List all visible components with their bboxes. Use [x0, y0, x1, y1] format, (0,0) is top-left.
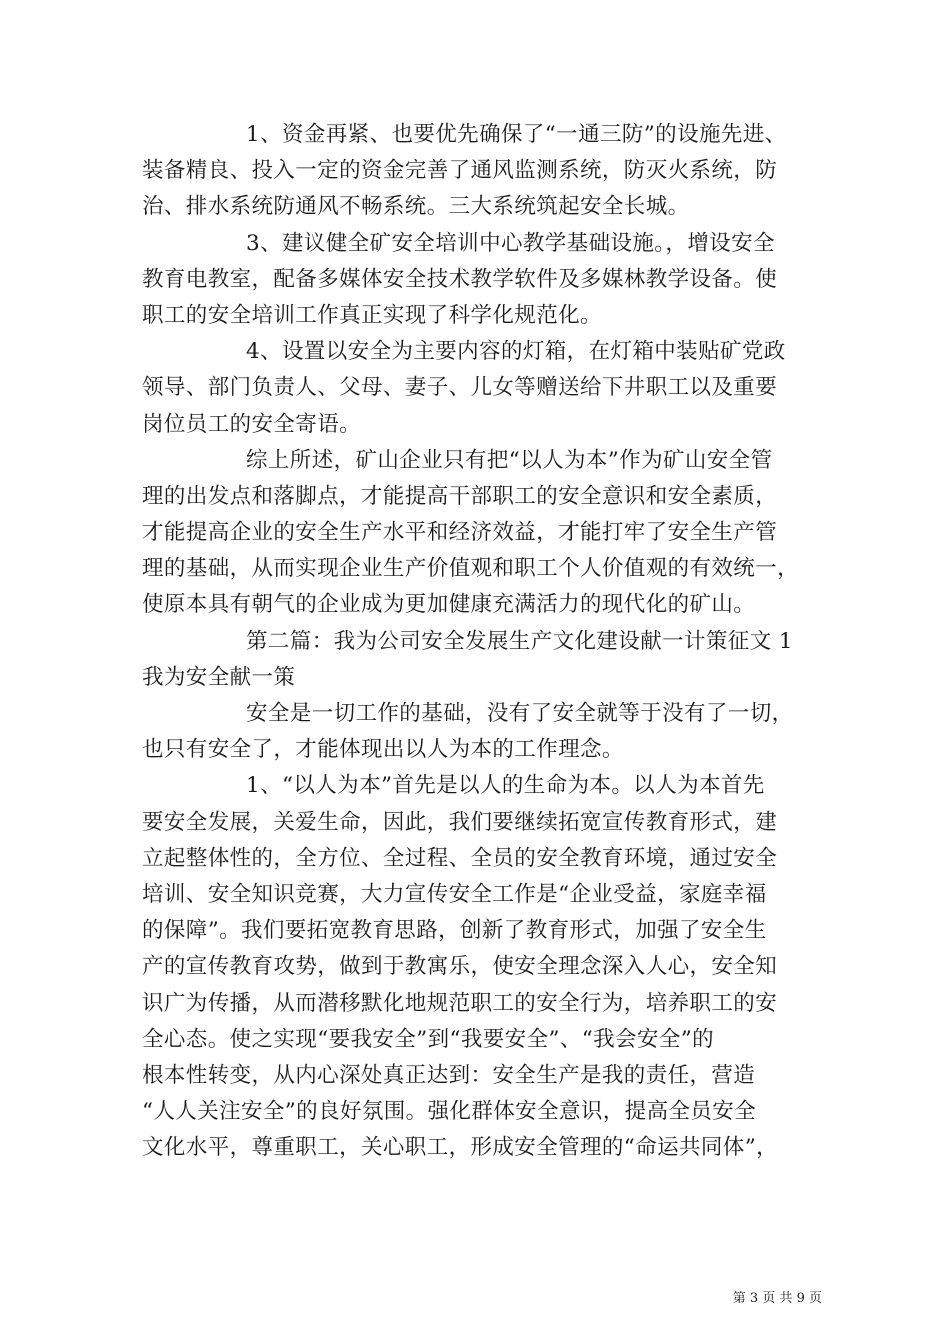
text-line: 岗位员工的安全寄语。 [142, 411, 362, 437]
text-line: “人人关注安全”的良好氛围。强化群体安全意识，提高全员安全 [142, 1099, 757, 1125]
text-line: 才能提高企业的安全生产水平和经济效益，才能打牢了安全生产管 [142, 520, 778, 546]
text-line: 教育电教室，配备多媒体安全技术教学软件及多媒林教学设备。使 [142, 266, 778, 292]
text-line: 立起整体性的，全方位、全过程、全员的安全教育环境，通过安全 [142, 845, 778, 871]
paragraph-first-line: 1、资金再紧、也要优先确保了“一通三防”的设施先进、 [246, 122, 787, 147]
paragraph-first-line: 1、“以人为本”首先是以人的生命为本。以人为本首先 [246, 773, 765, 799]
text-line: 也只有安全了，才能体现出以人为本的工作理念。 [142, 737, 624, 763]
paragraph-first-line: 3、建议健全矿安全培训中心教学基础设施。，增设安全 [246, 230, 775, 256]
text-line: 产的宣传教育攻势，做到于教寓乐，使安全理念深入人心，安全知 [142, 954, 778, 980]
document-body [142, 117, 814, 1166]
paragraph-first-line: 安全是一切工作的基础，没有了安全就等于没有了一切， [246, 701, 794, 726]
text-line: 理的基础，从而实现企业生产价值观和职工个人价值观的有效统一， [142, 556, 800, 582]
text-line: 的保障”。我们要拓宽教育思路，创新了教育形式，加强了安全生 [142, 918, 767, 944]
text-line: 识广为传播，从而潜移默化地规范职工的安全行为，培养职工的安 [142, 990, 778, 1016]
text-line: 领导、部门负责人、父母、妻子、儿女等赠送给下井职工以及重要 [142, 375, 778, 401]
text-line: 文化水平，尊重职工，关心职工，形成安全管理的“命运共同体”， [142, 1135, 778, 1161]
paragraph-first-line: 综上所述，矿山企业只有把“以人为本”作为矿山安全管 [246, 447, 773, 473]
section-heading: 第二篇：我为公司安全发展生产文化建设献一计策征文 1 [246, 628, 793, 654]
text-line: 使原本具有朝气的企业成为更加健康充满活力的现代化的矿山。 [142, 592, 756, 618]
text-line: 要安全发展，关爱生命，因此，我们要继续拓宽宣传教育形式，建 [142, 809, 778, 835]
text-line: 治、排水系统防通风不畅系统。三大系统筑起安全长城。 [142, 194, 690, 220]
text-line: 职工的安全培训工作真正实现了科学化规范化。 [142, 302, 602, 328]
text-line: 装备精良、投入一定的资金完善了通风监测系统，防灭火系统，防 [142, 158, 778, 184]
text-line: 全心态。使之实现“要我安全”到“我要安全”、“我会安全”的 [142, 1026, 715, 1052]
section-subtitle: 我为安全献一策 [142, 664, 296, 690]
text-line: 理的出发点和落脚点，才能提高干部职工的安全意识和安全素质， [142, 483, 778, 509]
page-number-footer: 第 3 页 共 9 页 [732, 1291, 822, 1306]
text-line: 培训、安全知识竞赛，大力宣传安全工作是“企业受益，家庭幸福 [142, 881, 767, 907]
paragraph-first-line: 4、设置以安全为主要内容的灯箱，在灯箱中装贴矿党政 [246, 339, 786, 365]
text-line: 根本性转变，从内心深处真正达到：安全生产是我的责任，营造 [142, 1062, 756, 1088]
